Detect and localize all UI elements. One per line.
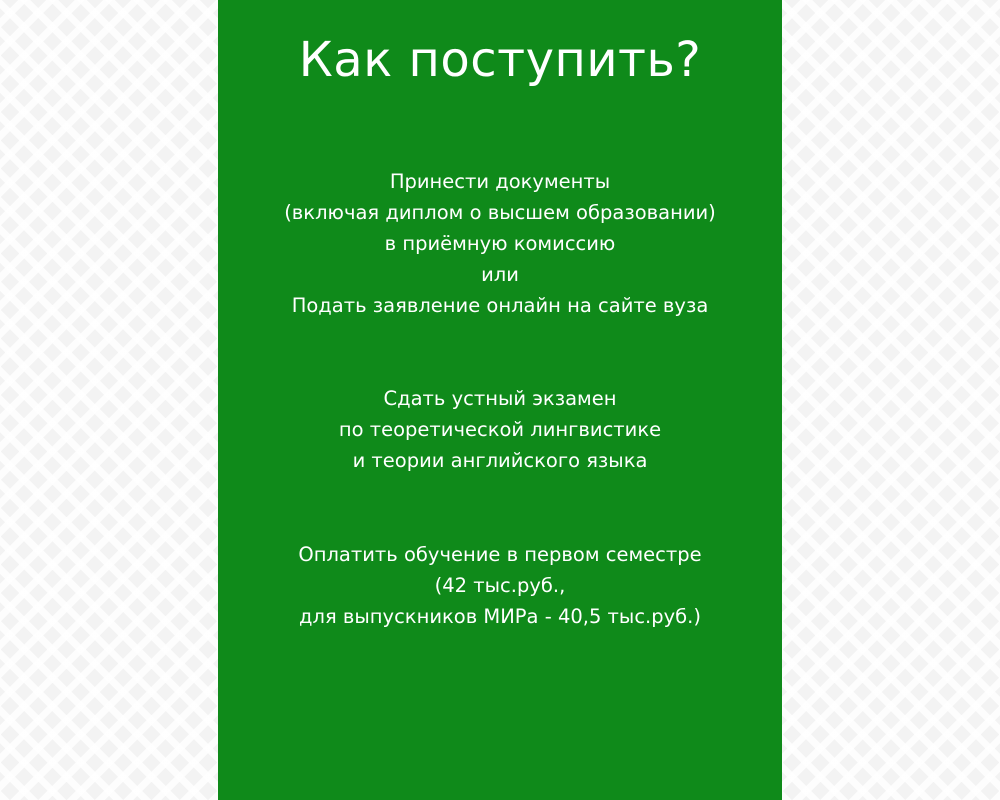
step-text-line: (42 тыс.руб.,	[434, 574, 566, 597]
background-pattern-right	[782, 0, 1000, 800]
background-pattern-left	[0, 0, 218, 800]
step-text-line: Сдать устный экзамен	[383, 387, 617, 410]
page-title: Как поступить?	[298, 32, 702, 88]
step-text-line: для выпускников МИРа - 40,5 тыс.руб.)	[299, 605, 701, 628]
step-text-line: Подать заявление онлайн на сайте вуза	[291, 294, 709, 317]
step-text-line: Принести документы	[389, 170, 611, 193]
step-pay-tuition	[218, 539, 782, 632]
step-text-line: или	[481, 263, 519, 286]
admission-info-panel	[218, 0, 782, 800]
step-text-line: Оплатить обучение в первом семестре	[298, 543, 702, 566]
step-text-line: (включая диплом о высшем образовании)	[284, 201, 716, 224]
step-submit-documents	[218, 166, 782, 321]
step-oral-exam	[218, 383, 782, 476]
step-text-line: и теории английского языка	[352, 449, 648, 472]
step-text-line: в приёмную комиссию	[384, 232, 616, 255]
step-text-line: по теоретической лингвистике	[338, 418, 662, 441]
